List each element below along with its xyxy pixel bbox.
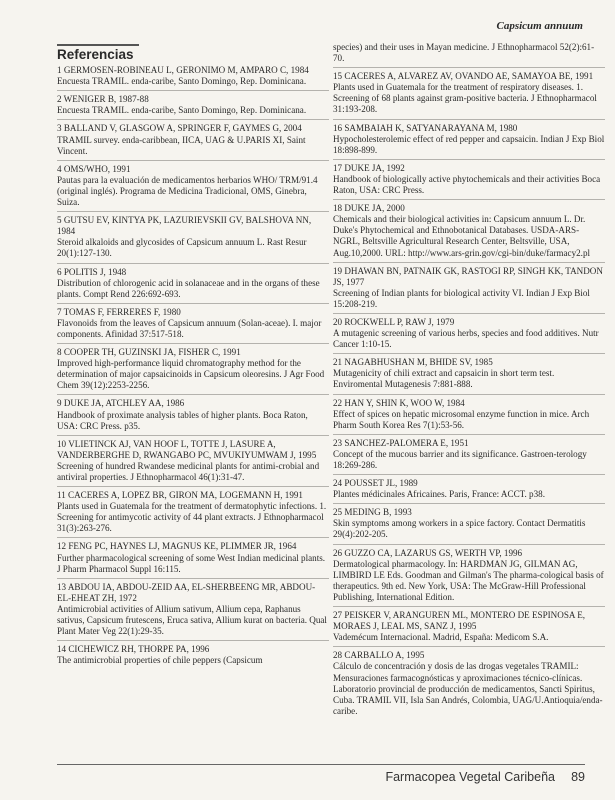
reference-authors: 22 HAN Y, SHIN K, WOO W, 1984 xyxy=(333,397,465,408)
reference-authors: 24 POUSSET JL, 1989 xyxy=(333,478,418,489)
reference-citation: Encuesta TRAMIL. enda-caribe, Santo Domingo, Rep. Dominicana. xyxy=(57,76,307,87)
reference-item xyxy=(57,267,329,304)
left-column xyxy=(57,44,329,672)
reference-authors: 16 SAMBAIAH K, SATYANARAYANA M, 1980 xyxy=(333,122,518,133)
reference-item xyxy=(333,438,605,475)
reference-citation: Antimicrobial activities of Allium sativum, Allium cepa, Raphanus sativus, Capsicum frutescens, Eruca sativa, Allium kurat on bacteria. Qual Plant Mater Veg 22(1):29-35. xyxy=(57,603,327,637)
reference-item xyxy=(57,644,329,669)
reference-authors: 15 CACERES A, ALVAREZ AV, OVANDO AE, SAMAYOA BE, 1991 xyxy=(333,71,594,82)
reference-item xyxy=(333,163,605,200)
reference-item xyxy=(333,203,605,262)
section-title: Referencias xyxy=(57,47,134,62)
reference-citation: Vademécum Internacional. Madrid, España: Medicom S.A. xyxy=(333,632,549,643)
reference-item xyxy=(57,65,329,91)
reference-authors: 28 CARBALLO A, 1995 xyxy=(333,650,425,661)
reference-item xyxy=(333,548,605,607)
reference-authors: 10 VLIETINCK AJ, VAN HOOF L, TOTTE J, LASURE A, VANDERBERGHE D, RWANGABO PC, MVUKIYUMWAM J, 1995 xyxy=(57,438,317,460)
reference-authors: 14 CICHEWICZ RH, THORPE PA, 1996 xyxy=(57,644,210,655)
reference-citation: Mutagenicity of chili extract and capsaicin in short term test. Enviromental Mutagenesis 7:881-888. xyxy=(333,368,555,390)
reference-item xyxy=(333,610,605,647)
reference-authors: 12 FENG PC, HAYNES LJ, MAGNUS KE, PLIMMER JR, 1964 xyxy=(57,541,297,552)
reference-citation: Improved high-performance liquid chromatography method for the determination of major capsaicinoids in Capsicum oleoresins. J Agr Food Chem 39(12):2253-2256. xyxy=(57,358,325,391)
reference-citation: Handbook of proximate analysis tables of higher plants. Boca Raton, USA: CRC Press. p35. xyxy=(57,409,308,431)
reference-item xyxy=(57,347,329,395)
reference-citation: Hypocholesterolemic effect of red pepper and capsaicin. Indian J Exp Biol 18:898-899. xyxy=(333,133,605,155)
reference-authors: 8 COOPER TH, GUZINSKI JA, FISHER C, 1991 xyxy=(57,347,241,358)
reference-item xyxy=(333,123,605,160)
reference-authors: 19 DHAWAN BN, PATNAIK GK, RASTOGI RP, SINGH KK, TANDON JS, 1977 xyxy=(333,265,603,287)
reference-authors: 1 GERMOSEN-ROBINEAU L, GERONIMO M, AMPARO C, 1984 xyxy=(57,65,309,76)
reference-authors: 7 TOMAS F, FERRERES F, 1980 xyxy=(57,306,181,317)
reference-authors: 21 NAGABHUSHAN M, BHIDE SV, 1985 xyxy=(333,357,493,368)
reference-citation: Pautas para la evaluación de medicamentos herbarios WHO/ TRM/91.4 (original inglés). Programa de Medicina Tradicional, OMS, Ginebra, Suiza. xyxy=(57,174,318,208)
reference-citation: Plants used in Guatemala for the treatment of respiratory diseases. 1. Screening of 68 plants against gram-positive bacteria. J Ethnopharmacol 31:193-208. xyxy=(333,82,597,115)
reference-item xyxy=(333,650,605,720)
reference-citation: Cálculo de concentración y dosis de las drogas vegetales TRAMIL: Mensuraciones farmacognósticas y aproximaciones técnico-clínicas. Laboratorio provincial de producción de medicamentos, Sancti Spiritus, Cuba. TRAMIL VII, Isla San Andrés, Colombia, UAG/U.Antioquia/enda-caribe. xyxy=(333,661,603,716)
right-column xyxy=(333,42,605,723)
reference-list-left xyxy=(57,65,329,669)
reference-item xyxy=(57,215,329,263)
reference-item xyxy=(57,94,329,120)
reference-authors: 26 GUZZO CA, LAZARUS GS, WERTH VP, 1996 xyxy=(333,547,523,558)
reference-authors: 3 BALLAND V, GLASGOW A, SPRINGER F, GAYMES G, 2004 xyxy=(57,123,302,134)
reference-citation: TRAMIL survey. enda-caribbean, IICA, UAG & U.PARIS XI, Saint Vincent. xyxy=(57,134,306,156)
section-rule xyxy=(57,44,139,46)
reference-authors: 11 CACERES A, LOPEZ BR, GIRON MA, LOGEMANN H, 1991 xyxy=(57,490,303,501)
reference-authors: 23 SANCHEZ-PALOMERA E, 1951 xyxy=(333,437,469,448)
reference-citation: Steroid alkaloids and glycosides of Capsicum annuum L. Rast Resur 20(1):127-130. xyxy=(57,237,307,259)
reference-item xyxy=(333,478,605,504)
reference-item xyxy=(333,357,605,394)
reference-authors: 17 DUKE JA, 1992 xyxy=(333,162,405,173)
reference-citation: Chemicals and their biological activities in: Capsicum annuum L. Dr. Duke's Phytochemical and Ethnobotanical Databases. USDA-ARS-NGRL, Beltsville Agricultural Research Center, Beltsville, USA, Aug.10,2000. URL: http://www.ars-grin.gov/cgi-bin/duke/farmacy2.pl xyxy=(333,214,591,258)
reference-item xyxy=(57,164,329,212)
reference-citation: Distribution of chlorogenic acid in solanaceae and in the organs of these plants. Compt Rend 226:692-693. xyxy=(57,277,320,299)
reference-item xyxy=(57,439,329,487)
reference-continuation xyxy=(333,42,605,68)
reference-item xyxy=(333,507,605,544)
reference-citation: Plants used in Guatemala for the treatment of dermatophytic infections. 1. Screening for antimycotic activity of 44 plant extracts. J Ethnopharmacol 31(3):263-276. xyxy=(57,501,327,534)
reference-item xyxy=(333,266,605,314)
reference-authors: 2 WENIGER B, 1987-88 xyxy=(57,94,149,105)
reference-authors: 5 GUTSU EV, KINTYA PK, LAZURIEVSKII GV, BALSHOVA NN, 1984 xyxy=(57,215,312,237)
reference-item xyxy=(333,398,605,435)
reference-citation: Further pharmacological screening of some West Indian medicinal plants. J Pharm Pharmacol Suppl 16:115. xyxy=(57,552,326,574)
reference-item xyxy=(333,71,605,119)
reference-authors: 20 ROCKWELL P, RAW J, 1979 xyxy=(333,316,455,327)
reference-citation: Plantes médicinales Africaines. Paris, France: ACCT. p38. xyxy=(333,489,545,500)
footer-rule xyxy=(57,764,585,765)
reference-citation: Encuesta TRAMIL. enda-caribe, Santo Domingo, Rep. Dominicana. xyxy=(57,105,307,116)
reference-citation: Screening of hundred Rwandese medicinal plants for antimi-crobial and antiviral properties. J Ethnopharmacol 46(1):31-47. xyxy=(57,460,320,482)
reference-citation: Flavonoids from the leaves of Capsicum annuum (Solan-aceae). I. major components. Afinidad 37:517-518. xyxy=(57,317,322,339)
reference-item xyxy=(57,541,329,578)
reference-item xyxy=(57,490,329,538)
reference-authors: 13 ABDOU IA, ABDOU-ZEID AA, EL-SHERBEENG MR, ABDOU-EL-EHEAT ZH, 1972 xyxy=(57,581,316,603)
reference-citation: The antimicrobial properties of chile peppers (Capsicum xyxy=(57,655,263,666)
reference-authors: 25 MEDING B, 1993 xyxy=(333,507,412,518)
reference-authors: 4 OMS/WHO, 1991 xyxy=(57,163,131,174)
reference-citation: A mutagenic screening of various herbs, species and food additives. Nutr Cancer 1:10-15. xyxy=(333,328,599,350)
running-head: Capsicum annuum xyxy=(496,20,583,32)
reference-item xyxy=(57,307,329,344)
reference-citation: Concept of the mucous barrier and its significance. Gastroen-terology 18:269-286. xyxy=(333,448,587,470)
reference-item xyxy=(57,123,329,160)
reference-citation: Dermatological pharmacology. In: HARDMAN JG, GILMAN AG, LIMBIRD LE Eds. Goodman and Gilman's The pharma-cological basis of therapeutics. 9th ed. New York, USA: The McGraw-Hill Professional Publishing, International Edition. xyxy=(333,558,604,602)
reference-citation: Screening of Indian plants for biological activity VI. Indian J Exp Biol 15:208-219. xyxy=(333,287,590,309)
reference-list-right xyxy=(333,71,605,720)
reference-item xyxy=(57,398,329,435)
reference-item xyxy=(333,317,605,354)
reference-authors: 9 DUKE JA, ATCHLEY AA, 1986 xyxy=(57,398,185,409)
reference-authors: 18 DUKE JA, 2000 xyxy=(333,203,405,214)
reference-item xyxy=(57,582,329,641)
reference-authors: 6 POLITIS J, 1948 xyxy=(57,266,127,277)
page-number: 89 xyxy=(571,770,585,784)
reference-citation: Skin symptoms among workers in a spice factory. Contact Dermatitis 29(4):202-205. xyxy=(333,518,586,540)
footer-title: Farmacopea Vegetal Caribeña xyxy=(385,770,555,784)
reference-citation: Handbook of biologically active phytochemicals and their activities Boca Raton, USA: CRC Press. xyxy=(333,173,601,196)
reference-continued-text: species) and their uses in Mayan medicine. J Ethnopharmacol 52(2):61-70. xyxy=(333,42,595,64)
reference-authors: 27 PEISKER V, ARANGUREN ML, MONTERO DE ESPINOSA E, MORAES J, LEAL MS, SANZ J, 1995 xyxy=(333,610,586,632)
reference-citation: Effect of spices on hepatic microsomal enzyme function in mice. Arch Pharm South Korea Res 7(1):53-56. xyxy=(333,408,590,430)
